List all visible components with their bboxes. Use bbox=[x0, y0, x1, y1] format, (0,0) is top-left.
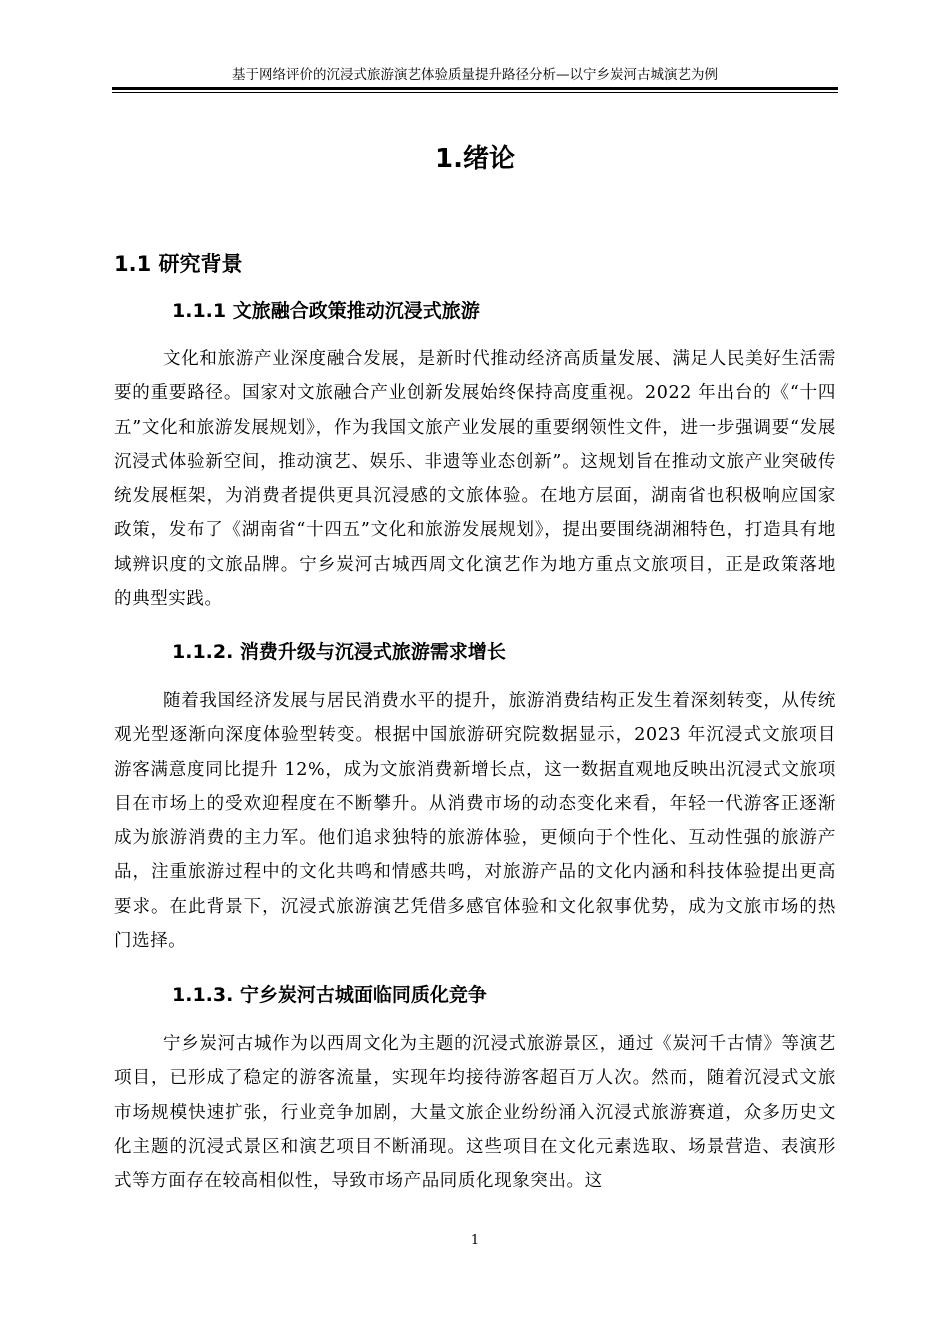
section-heading: 1.1 研究背景 bbox=[114, 252, 243, 276]
running-header: 基于网络评价的沉浸式旅游演艺体验质量提升路径分析—以宁乡炭河古城演艺为例 bbox=[232, 67, 718, 83]
chapter-title: 1.绪论 bbox=[435, 144, 515, 174]
header-rule-thin bbox=[112, 92, 838, 93]
page-number: 1 bbox=[470, 1233, 480, 1248]
paragraph-policy: 文化和旅游产业深度融合发展，是新时代推动经济高质量发展、满足人民美好生活需要的重要路径。国家对文旅融合产业创新发展始终保持高度重视。2022 年出台的《“十四五”文化和旅游发展规划》，作为我国文旅产业发展的重要纲领性文件，进一步强调要“发展沉浸式体验新空间，推动演艺、娱乐、非遗等业态创新”。这规划旨在推动文旅产业突破传统发展框架，为消费者提供更具沉浸感的文旅体验。在地方层面，湖南省也积极响应国家政策，发布了《湖南省“十四五”文化和旅游发展规划》，提出要围绕湖湘特色，打造具有地域辨识度的文旅品牌。宁乡炭河古城西周文化演艺作为地方重点文旅项目，正是政策落地的典型实践。 bbox=[114, 349, 836, 610]
subsection-heading-1-1-2: 1.1.2. 消费升级与沉浸式旅游需求增长 bbox=[172, 641, 506, 663]
paragraph-consumption: 随着我国经济发展与居民消费水平的提升，旅游消费结构正发生着深刻转变，从传统观光型逐渐向深度体验型转变。根据中国旅游研究院数据显示，2023 年沉浸式文旅项目游客满意度同比提升 12%，成为文旅消费新增长点，这一数据直观地反映出沉浸式文旅项目在市场上的受欢迎程度在不断攀升。从消费市场的动态变化来看，年轻一代游客正逐渐成为旅游消费的主力军。他们追求独特的旅游体验，更倾向于个性化、互动性强的旅游产品，注重旅游过程中的文化共鸣和情感共鸣，对旅游产品的文化内涵和科技体验提出更高要求。在此背景下，沉浸式旅游演艺凭借多感官体验和文化叙事优势，成为文旅市场的热门选择。 bbox=[114, 691, 836, 952]
paragraph-competition: 宁乡炭河古城作为以西周文化为主题的沉浸式旅游景区，通过《炭河千古情》等演艺项目，已形成了稳定的游客流量，实现年均接待游客超百万人次。然而，随着沉浸式文旅市场规模快速扩张，行业竞争加剧，大量文旅企业纷纷涌入沉浸式旅游赛道，众多历史文化主题的沉浸式景区和演艺项目不断涌现。这些项目在文化元素选取、场景营造、表演形式等方面存在较高相似性，导致市场产品同质化现象突出。这 bbox=[114, 1034, 836, 1192]
subsection-heading-1-1-1: 1.1.1 文旅融合政策推动沉浸式旅游 bbox=[172, 300, 480, 322]
header-rule-thick bbox=[112, 87, 838, 90]
subsection-heading-1-1-3: 1.1.3. 宁乡炭河古城面临同质化竞争 bbox=[172, 984, 487, 1006]
